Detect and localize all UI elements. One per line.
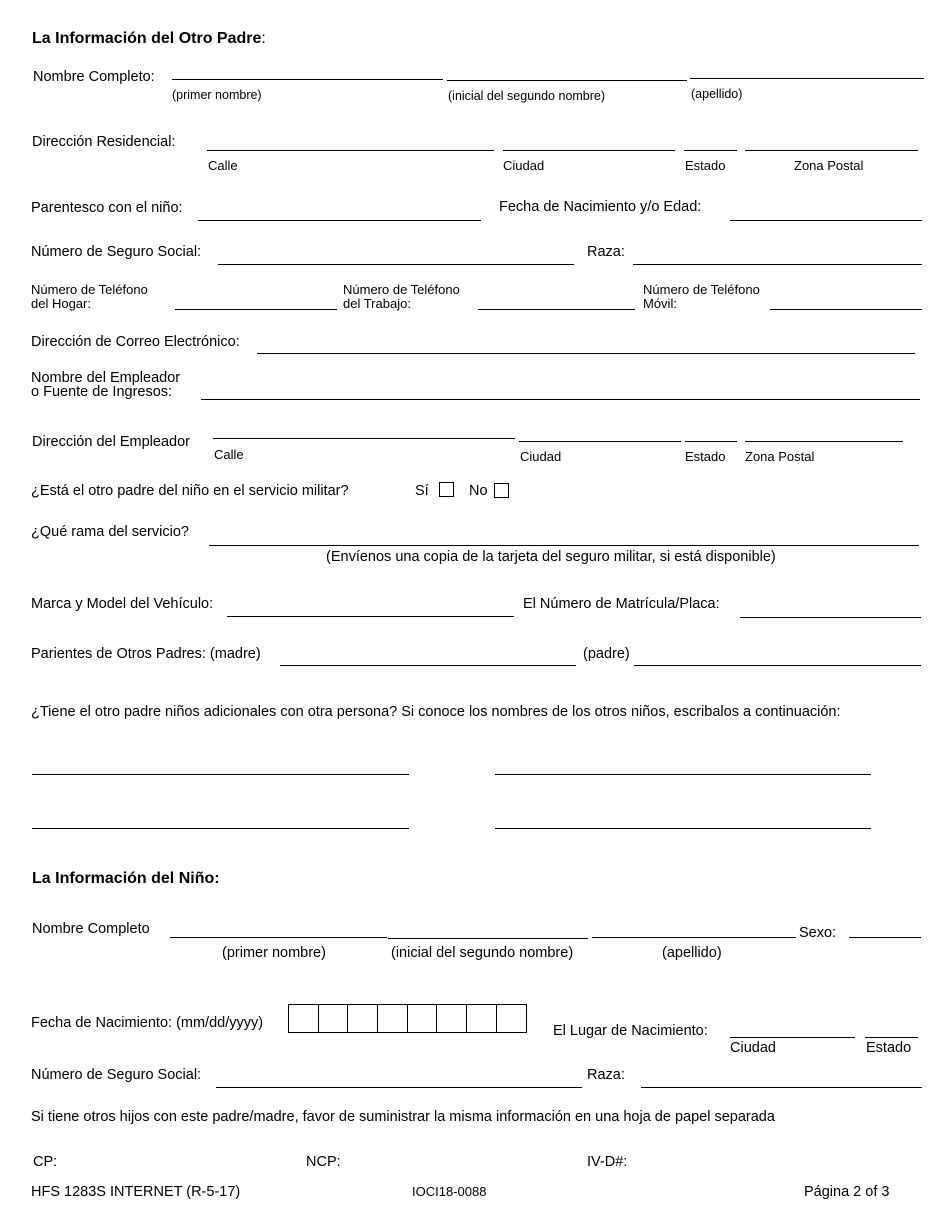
child-sex-label: Sexo: [799,925,837,941]
state-field[interactable] [684,150,737,151]
child-middle-initial-field[interactable] [388,938,588,939]
child-birth-place-label: El Lugar de Nacimiento: [553,1023,708,1039]
city-field[interactable] [503,150,675,151]
full-name-label: Nombre Completo: [33,69,155,85]
relationship-label: Parentesco con el niño: [31,200,183,216]
separate-sheet-note: Si tiene otros hijos con este padre/madre, favor de suministrar la misma información en una hoja de papel separada [31,1109,775,1125]
birth-date-age-label: Fecha de Nacimiento y/o Edad: [499,199,702,215]
mobile-phone-label: Número de Teléfono Móvil: [643,282,760,311]
other-child-field[interactable] [32,828,409,829]
child-last-name-field[interactable] [592,937,796,938]
work-phone-label: Número de Teléfono del Trabajo: [343,282,460,311]
date-cell-divider [466,1005,467,1032]
work-phone-field[interactable] [478,309,635,310]
ssn-label: Número de Seguro Social: [31,244,202,260]
military-no-label: No [469,483,488,499]
page-number: Página 2 of 3 [804,1184,890,1200]
child-birth-state-field[interactable] [865,1037,918,1038]
child-race-label: Raza: [587,1067,625,1083]
home-phone-field[interactable] [175,309,337,310]
city-caption: Ciudad [503,158,545,173]
home-phone-label: Número de Teléfono del Hogar: [31,282,148,311]
child-birth-state-caption: Estado [866,1040,912,1056]
employer-city-caption: Ciudad [520,449,562,464]
child-birth-city-field[interactable] [730,1037,855,1038]
military-question: ¿Está el otro padre del niño en el servicio militar? [31,483,349,499]
print-code: IOCI18-0088 [412,1184,487,1199]
date-cell-divider [496,1005,497,1032]
middle-initial-field[interactable] [447,80,687,81]
race-label: Raza: [587,244,625,260]
plate-field[interactable] [740,617,921,618]
branch-note: (Envíenos una copia de la tarjeta del seguro militar, si está disponible) [326,549,776,565]
section-heading-other-parent: La Información del Otro Padre: [32,30,266,47]
employer-field[interactable] [201,399,920,400]
race-field[interactable] [633,264,922,265]
employer-address-label: Dirección del Empleador [32,434,190,450]
first-name-caption: (primer nombre) [172,88,262,102]
employer-state-caption: Estado [685,449,726,464]
child-middle-initial-caption: (inicial del segundo nombre) [391,945,574,961]
last-name-caption: (apellido) [691,87,743,101]
cp-label: CP: [33,1154,58,1170]
date-cell-divider [377,1005,378,1032]
child-race-field[interactable] [641,1087,922,1088]
relationship-field[interactable] [198,220,481,221]
employer-street-field[interactable] [213,438,515,439]
first-name-field[interactable] [172,79,443,80]
military-yes-checkbox[interactable] [439,482,454,497]
employer-city-field[interactable] [519,441,681,442]
military-no-checkbox[interactable] [494,483,509,498]
child-birth-city-caption: Ciudad [730,1040,776,1056]
ivd-label: IV-D#: [587,1154,628,1170]
child-ssn-field[interactable] [216,1087,582,1088]
section-heading-child: La Información del Niño: [32,870,220,887]
street-caption: Calle [208,158,238,173]
employer-label: Nombre del Empleador o Fuente de Ingresos: [31,370,181,400]
zip-field[interactable] [745,150,918,151]
relatives-father-label: (padre) [583,646,630,662]
middle-initial-caption: (inicial del segundo nombre) [448,89,606,103]
child-birth-date-label: Fecha de Nacimiento: (mm/dd/yyyy) [31,1015,264,1031]
child-ssn-label: Número de Seguro Social: [31,1067,202,1083]
employer-zip-caption: Zona Postal [745,449,815,464]
child-first-name-field[interactable] [170,937,387,938]
zip-caption: Zona Postal [794,158,864,173]
employer-street-caption: Calle [214,447,244,462]
plate-label: El Número de Matrícula/Placa: [523,596,720,612]
date-cell-divider [407,1005,408,1032]
state-caption: Estado [685,158,726,173]
street-field[interactable] [207,150,494,151]
date-cell-divider [347,1005,348,1032]
child-first-name-caption: (primer nombre) [222,945,326,961]
residential-address-label: Dirección Residencial: [32,134,176,150]
military-yes-label: Sí [415,483,429,499]
child-last-name-caption: (apellido) [662,945,722,961]
mobile-phone-field[interactable] [770,309,922,310]
last-name-field[interactable] [690,78,924,79]
relatives-mother-label: Parientes de Otros Padres: (madre) [31,646,261,662]
child-sex-field[interactable] [849,937,921,938]
relatives-mother-field[interactable] [280,665,576,666]
employer-zip-field[interactable] [745,441,903,442]
child-full-name-label: Nombre Completo [32,921,150,937]
date-cell-divider [318,1005,319,1032]
ssn-field[interactable] [218,264,574,265]
date-cell-divider [436,1005,437,1032]
branch-label: ¿Qué rama del servicio? [31,524,189,540]
other-children-question: ¿Tiene el otro padre niños adicionales con otra persona? Si conoce los nombres de los otros niños, escribalos a continuación: [31,704,841,720]
vehicle-field[interactable] [227,616,514,617]
branch-field[interactable] [209,545,919,546]
relatives-father-field[interactable] [634,665,921,666]
ncp-label: NCP: [306,1154,341,1170]
employer-state-field[interactable] [685,441,737,442]
other-child-field[interactable] [32,774,409,775]
other-child-field[interactable] [495,774,871,775]
email-field[interactable] [257,353,915,354]
other-child-field[interactable] [495,828,871,829]
vehicle-label: Marca y Model del Vehículo: [31,596,214,612]
form-id: HFS 1283S INTERNET (R-5-17) [31,1184,241,1200]
birth-date-age-field[interactable] [730,220,922,221]
child-birth-date-boxes[interactable] [288,1004,527,1033]
email-label: Dirección de Correo Electrónico: [31,334,240,350]
